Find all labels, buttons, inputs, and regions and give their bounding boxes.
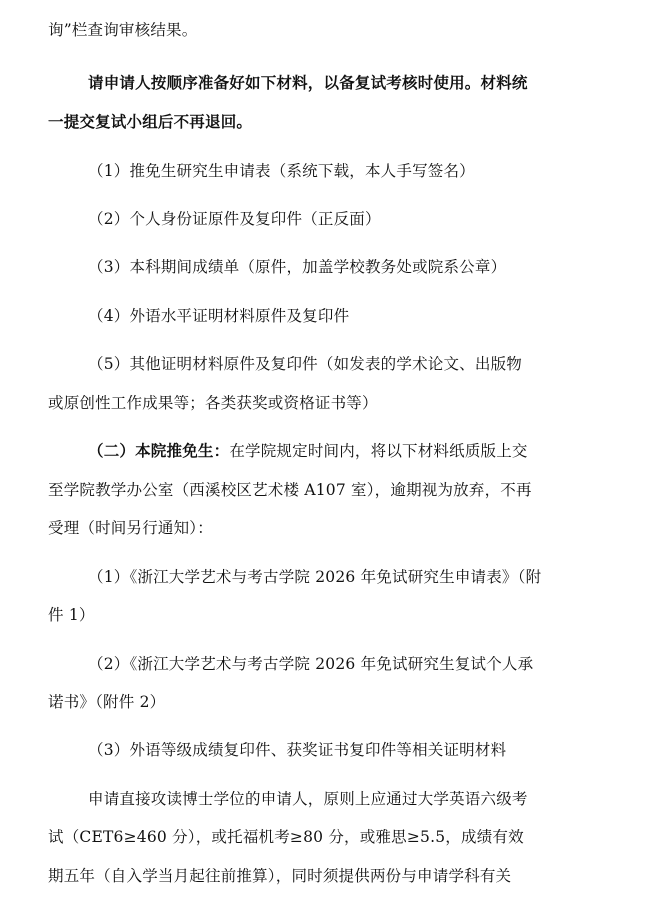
section-heading: （二）本院推免生： (88, 442, 230, 460)
list-item-continuation: 件 1） (48, 606, 95, 624)
list-item: （3）外语等级成绩复印件、获奖证书复印件等相关证明材料 (88, 741, 507, 759)
section-text: 在学院规定时间内，将以下材料纸质版上交 (229, 442, 528, 460)
list-item: （2）个人身份证原件及复印件（正反面） (88, 210, 381, 228)
list-item: （5）其他证明材料原件及复印件（如发表的学术论文、出版物 (88, 355, 522, 373)
paragraph-line: 期五年（自入学当月起往前推算），同时须提供两份与申请学科有关 (48, 867, 512, 885)
list-item: （1）《浙江大学艺术与考古学院 2026 年免试研究生申请表》（附 (88, 568, 542, 586)
text-line: 至学院教学办公室（西溪校区艺术楼 A107 室），逾期视为放弃，不再 (48, 481, 532, 499)
list-item: （2）《浙江大学艺术与考古学院 2026 年免试研究生复试个人承 (88, 655, 534, 673)
bold-paragraph-line: 一提交复试小组后不再退回。 (48, 113, 253, 131)
list-item-continuation: 或原创性工作成果等；各类获奖或资格证书等） (48, 394, 378, 412)
paragraph-line: 试（CET6≥460 分），或托福机考≥80 分，或雅思≥5.5，成绩有效 (48, 828, 524, 846)
bold-paragraph-line: 请申请人按顺序准备好如下材料，以备复试考核时使用。材料统 (88, 74, 528, 92)
list-item: （3）本科期间成绩单（原件，加盖学校教务处或院系公章） (88, 258, 507, 276)
list-item: （4）外语水平证明材料原件及复印件 (88, 307, 350, 325)
paragraph-line: 申请直接攻读博士学位的申请人，原则上应通过大学英语六级考 (88, 790, 528, 808)
section-heading-line (88, 441, 648, 461)
text-line: 受理（时间另行通知）： (48, 519, 213, 537)
text-line: 询”栏查询审核结果。 (48, 21, 198, 39)
list-item-continuation: 诺书》（附件 2） (48, 693, 166, 711)
list-item: （1）推免生研究生申请表（系统下载，本人手写签名） (88, 162, 475, 180)
